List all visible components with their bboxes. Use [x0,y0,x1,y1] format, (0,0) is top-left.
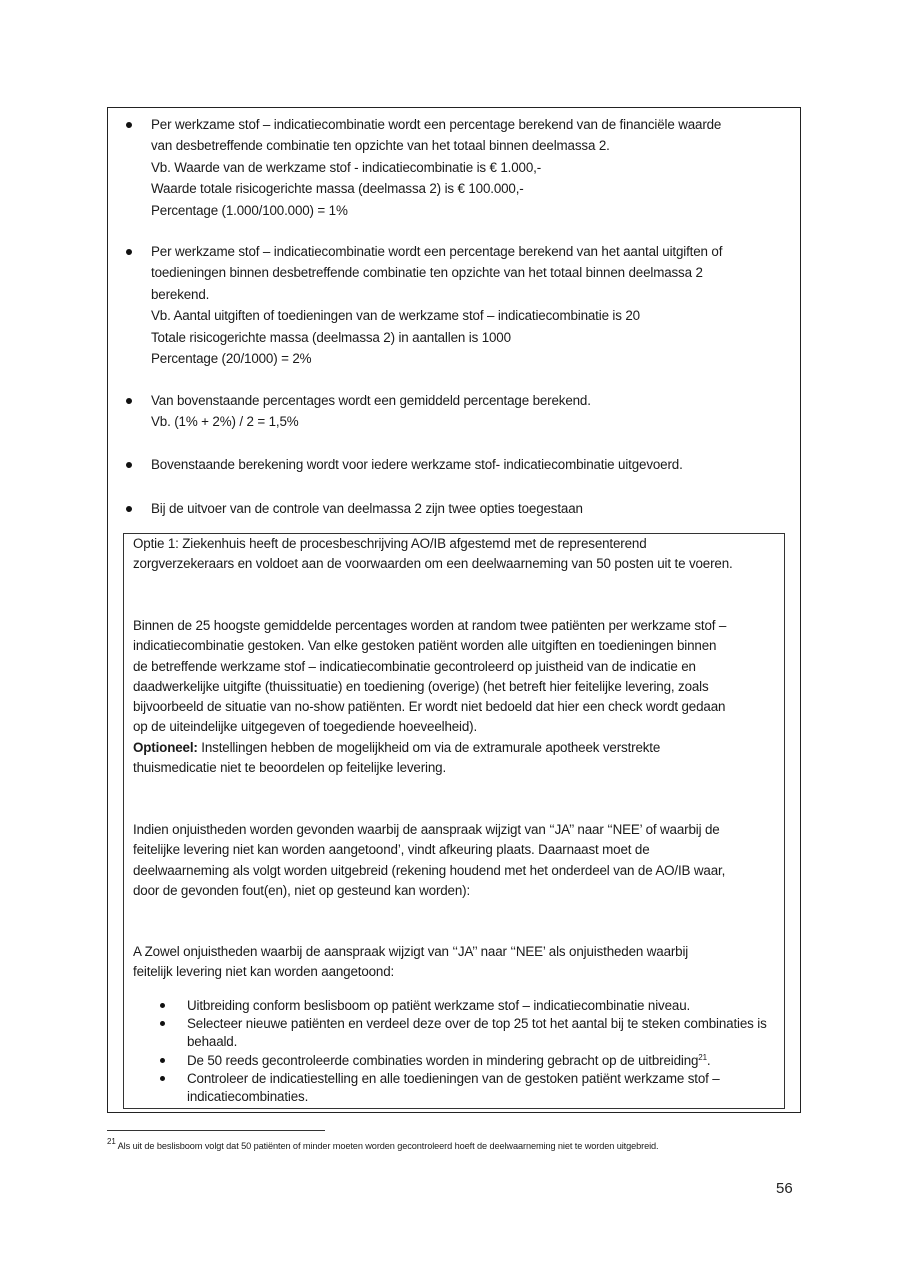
text-line: Percentage (1.000/100.000) = 1% [151,202,348,218]
indien-paragraph [133,820,776,901]
text-line: door de gevonden fout(en), niet op gesteund kan worden): [133,882,471,898]
bullet-icon [126,506,132,512]
optie-1-box [123,533,785,1109]
bullet-icon [126,249,132,255]
text-line: daadwerkelijke uitgifte (thuissituatie) en toediening (overige) (het betreft hier feitelijke levering, zoals [133,678,709,694]
text-line: Percentage (20/1000) = 2% [151,351,312,367]
list-item [124,1070,784,1106]
footnote-reference[interactable]: 21 [698,1052,707,1062]
text-line: Vb. Aantal uitgiften of toedieningen van de werkzame stof – indicatiecombinatie is 20 [151,308,640,324]
optioneel-line [133,738,776,758]
text-line: Vb. (1% + 2%) / 2 = 1,5% [151,414,299,430]
text-line: feitelijke levering niet kan worden aangetoond’, vindt afkeuring plaats. Daarnaast moet de [133,842,650,858]
text-line: Totale risicogerichte massa (deelmassa 2) in aantallen is 1000 [151,329,511,345]
bullet-icon [160,1058,165,1063]
footnote-separator [107,1130,325,1131]
bullet-icon [126,462,132,468]
bullet-icon [126,122,132,128]
text-line: feitelijk levering niet kan worden aangetoond: [133,964,395,980]
uitbreiding-list [124,997,784,1106]
page-number: 56 [776,1180,793,1197]
binnen-paragraph [133,616,776,778]
text-line: zorgverzekeraars en voldoet aan de voorwaarden om een deelwaarneming van 50 posten uit te voeren. [133,556,733,572]
footnote-text: Als uit de beslisboom volgt dat 50 patiënten of minder moeten worden gecontroleerd hoeft de deelwaarneming niet te worden uitgebreid. [115,1141,659,1151]
text-line: Per werkzame stof – indicatiecombinatie wordt een percentage berekend van het aantal uitgiften of [151,244,723,259]
text-line: Van bovenstaande percentages wordt een gemiddeld percentage berekend. [151,393,591,408]
footnote-number: 21 [107,1137,116,1146]
list-item-text [187,1052,776,1070]
list-item-text: Controleer de indicatiestelling en alle toedieningen van de gestoken patiënt werkzame stof – indicatiecombinaties. [187,1070,720,1105]
list-item-text: Selecteer nieuwe patiënten en verdeel deze over de top 25 tot het aantal bij te steken combinaties is behaald. [187,1016,767,1050]
text-line: thuismedicatie niet te beoordelen op feitelijke levering. [133,760,447,776]
text-line: van desbetreffende combinatie ten opzichte van het totaal binnen deelmassa 2. [151,138,610,154]
zowel-paragraph [133,942,776,983]
text-line: Bij de uitvoer van de controle van deelmassa 2 zijn twee opties toegestaan [151,501,583,516]
bullet-icon [160,1003,165,1008]
text-line: Optie 1: Ziekenhuis heeft de procesbeschrijving AO/IB afgestemd met de representerend [133,536,647,551]
list-item-text-main: De 50 reeds gecontroleerde combinaties worden in mindering gebracht op de uitbreiding [187,1052,699,1068]
text-line: Indien onjuistheden worden gevonden waarbij de aanspraak wijzigt van ‘‘JA’’ naar ‘‘NEE’ of waarbij de [133,822,720,837]
text-line: berekend. [151,286,210,302]
footnote [107,1137,807,1152]
text-line: Bovenstaande berekening wordt voor iedere werkzame stof- indicatiecombinatie uitgevoerd. [151,457,683,472]
text-line: Per werkzame stof – indicatiecombinatie wordt een percentage berekend van de financiële waarde [151,117,722,132]
text-line: A Zowel onjuistheden waarbij de aanspraak wijzigt van ‘‘JA’’ naar ‘‘NEE’ als onjuistheden waarbij [133,944,689,959]
text-line: deelwaarneming als volgt worden uitgebreid (rekening houdend met het onderdeel van de AO/IB waar, [133,862,726,878]
list-item [124,1052,784,1070]
list-item [124,997,784,1015]
text-line: indicatiecombinatie gestoken. Van elke gestoken patiënt worden alle uitgiften en toedieningen binnen [133,638,717,654]
text-line: bijvoorbeeld de situatie van no-show patiënten. Er wordt niet bedoeld dat hier een check wordt gedaan [133,699,726,715]
bullet-icon [160,1021,165,1026]
text-line: op de uiteindelijke uitgegeven of toegediende hoeveelheid). [133,719,478,735]
optie-1-heading [133,534,776,575]
list-item-text: Uitbreiding conform beslisboom op patiënt werkzame stof – indicatiecombinatie niveau. [187,998,691,1013]
text-line: toedieningen binnen desbetreffende combinatie ten opzichte van het totaal binnen deelmassa 2 [151,265,703,281]
list-item [124,1015,784,1051]
text-line: Waarde totale risicogerichte massa (deelmassa 2) is € 100.000,- [151,181,524,197]
text-line: de betreffende werkzame stof – indicatiecombinatie gecontroleerd op juistheid van de indicatie en [133,658,696,674]
bullet-icon [160,1076,165,1081]
bullet-icon [126,398,132,404]
list-item-suffix: . [706,1052,711,1068]
text-line: Binnen de 25 hoogste gemiddelde percentages worden at random twee patiënten per werkzame stof – [133,618,727,633]
optioneel-label: Optioneel: [133,739,198,755]
text-line: Instellingen hebben de mogelijkheid om via de extramurale apotheek verstrekte [197,739,661,755]
text-line: Vb. Waarde van de werkzame stof - indicatiecombinatie is € 1.000,- [151,159,542,175]
